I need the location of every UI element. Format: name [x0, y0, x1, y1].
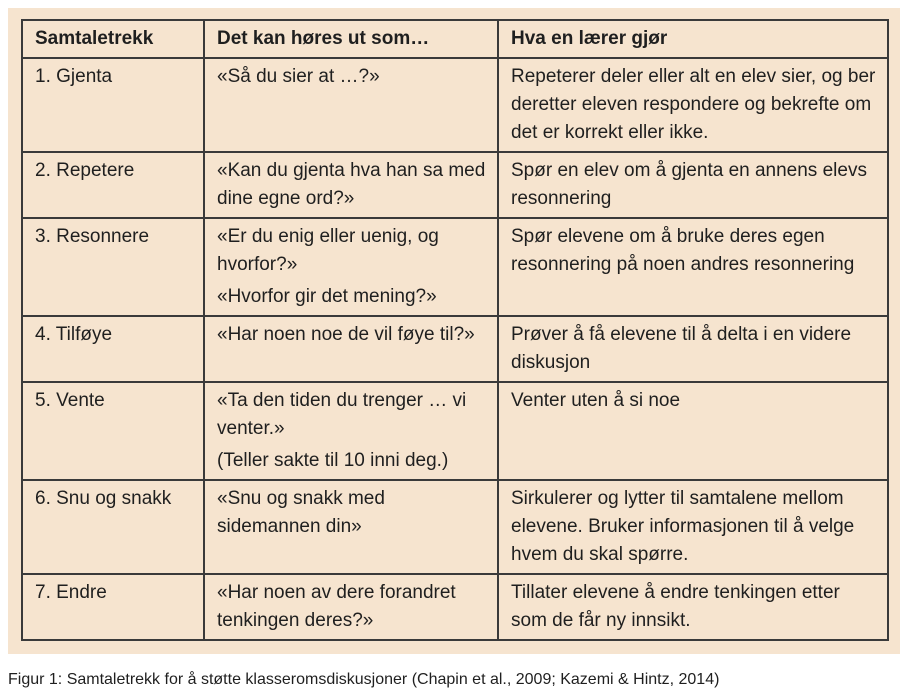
sounds-like-text: «Ta den tiden du trenger … vi venter.»	[217, 390, 467, 439]
row-teacher-does-cell: Repeterer deler eller alt en elev sier, og ber deretter eleven respondere og bekrefte om det er korrekt eller ikke.	[498, 58, 888, 152]
sounds-like-text: «Har noen av dere forandret tenkingen deres?»	[217, 582, 456, 631]
sounds-like-text: (Teller sakte til 10 inni deg.)	[217, 450, 449, 471]
sounds-like-text: «Hvorfor gir det mening?»	[217, 286, 437, 307]
row-sounds-like-cell	[204, 480, 498, 574]
figure-caption: Figur 1: Samtaletrekk for å støtte klasseromsdiskusjoner (Chapin et al., 2009; Kazemi & Hintz, 2014)	[8, 671, 720, 688]
row-move-cell: 1. Gjenta	[22, 58, 204, 152]
header-talk-move: Samtaletrekk	[22, 20, 204, 58]
table-row	[22, 480, 888, 574]
row-sounds-like-cell	[204, 58, 498, 152]
sounds-like-text: «Så du sier at …?»	[217, 66, 380, 87]
table-row	[22, 382, 888, 480]
row-teacher-does-cell: Tillater elevene å endre tenkingen etter som de får ny innsikt.	[498, 574, 888, 640]
sounds-like-text: «Er du enig eller uenig, og hvorfor?»	[217, 226, 439, 275]
table-panel	[8, 8, 900, 654]
row-move-cell: 7. Endre	[22, 574, 204, 640]
row-sounds-like-cell	[204, 574, 498, 640]
table-row	[22, 58, 888, 152]
talk-moves-table	[21, 19, 889, 641]
row-move-cell: 2. Repetere	[22, 152, 204, 218]
row-teacher-does-cell: Spør elevene om å bruke deres egen resonnering på noen andres resonnering	[498, 218, 888, 316]
row-sounds-like-cell	[204, 152, 498, 218]
sounds-like-text: «Kan du gjenta hva han sa med dine egne ord?»	[217, 160, 486, 209]
row-move-cell: 5. Vente	[22, 382, 204, 480]
row-teacher-does-cell: Prøver å få elevene til å delta i en videre diskusjon	[498, 316, 888, 382]
table-row	[22, 316, 888, 382]
row-sounds-like-cell	[204, 316, 498, 382]
row-move-cell: 4. Tilføye	[22, 316, 204, 382]
row-sounds-like-cell	[204, 218, 498, 316]
row-move-cell: 3. Resonnere	[22, 218, 204, 316]
table-row	[22, 218, 888, 316]
row-sounds-like-cell	[204, 382, 498, 480]
row-teacher-does-cell: Sirkulerer og lytter til samtalene mellom elevene. Bruker informasjonen til å velge hvem du skal spørre.	[498, 480, 888, 574]
table-header-row	[22, 20, 888, 58]
header-teacher-does: Hva en lærer gjør	[498, 20, 888, 58]
row-teacher-does-cell: Venter uten å si noe	[498, 382, 888, 480]
sounds-like-text: «Har noen noe de vil føye til?»	[217, 324, 475, 345]
table-row	[22, 152, 888, 218]
table-row	[22, 574, 888, 640]
sounds-like-text: «Snu og snakk med sidemannen din»	[217, 488, 385, 537]
row-move-cell: 6. Snu og snakk	[22, 480, 204, 574]
header-sounds-like: Det kan høres ut som…	[204, 20, 498, 58]
row-teacher-does-cell: Spør en elev om å gjenta en annens elevs resonnering	[498, 152, 888, 218]
